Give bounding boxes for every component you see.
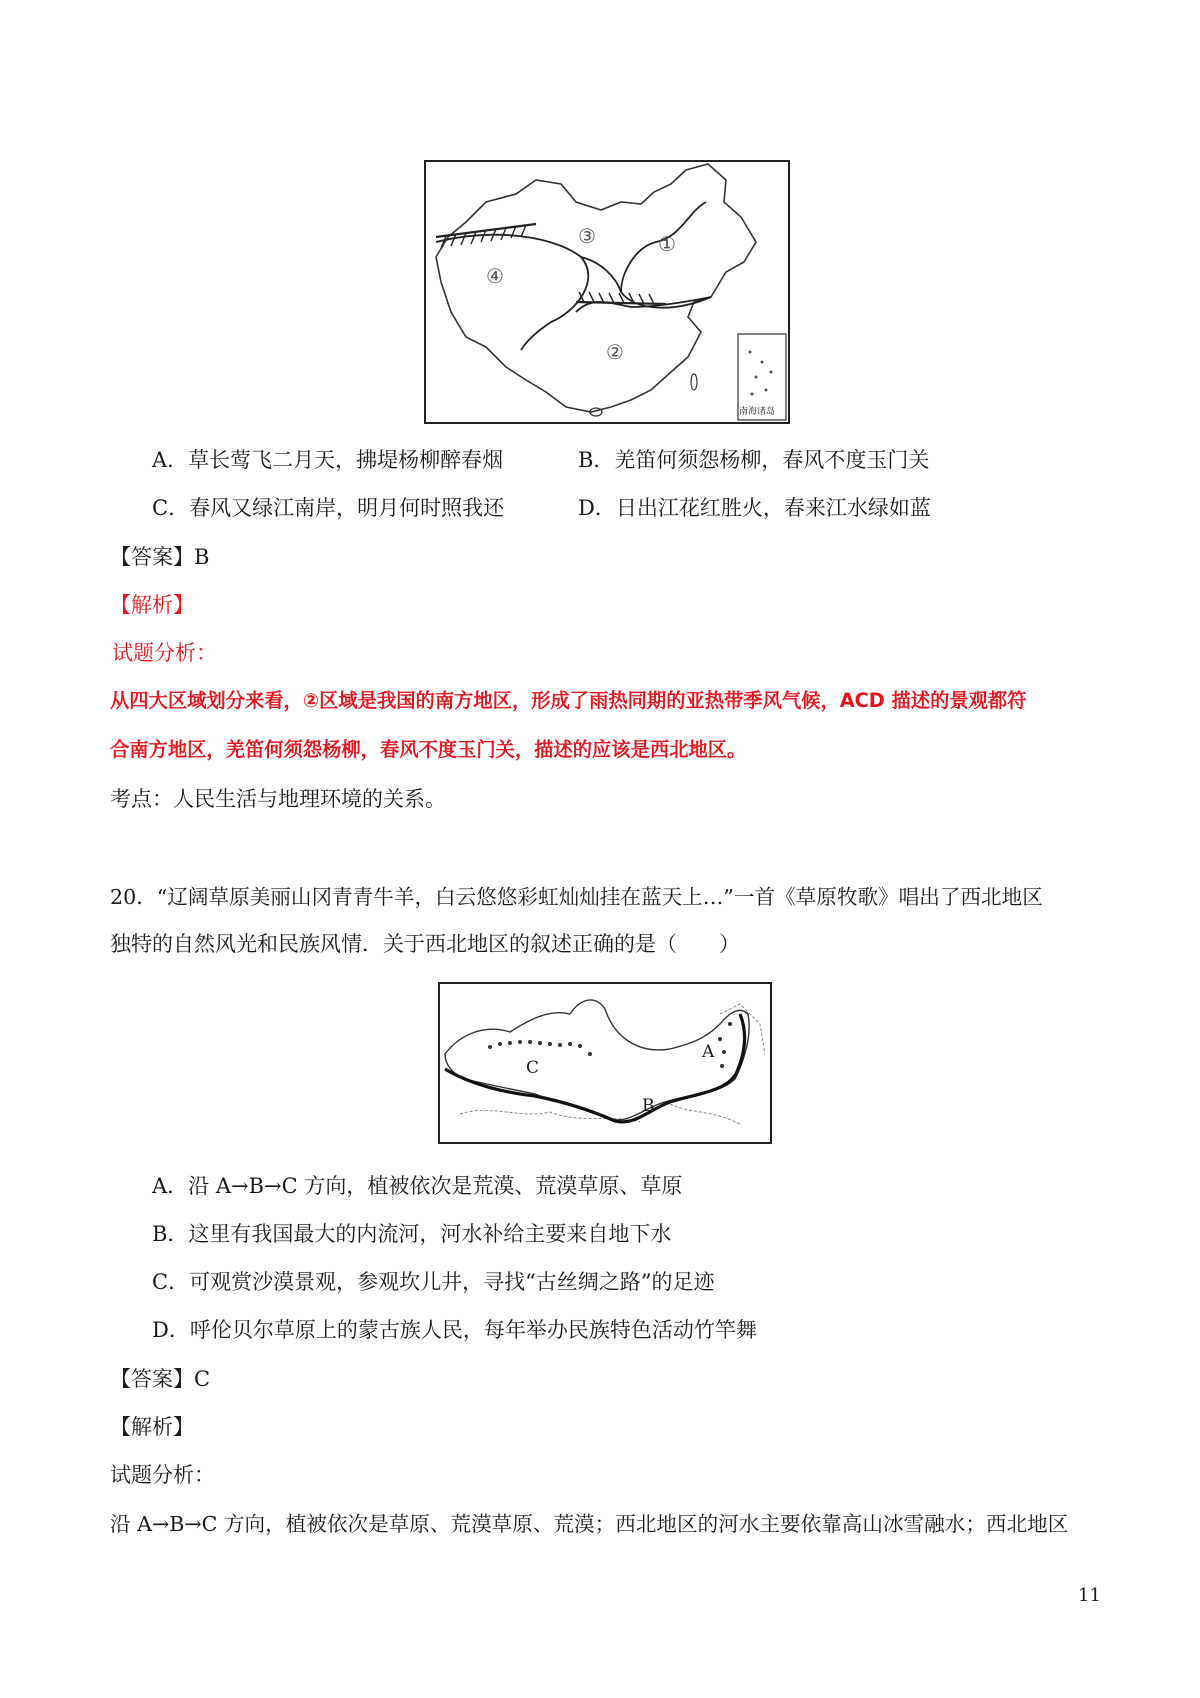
q19-analysis-line-1: 从四大区域划分来看，②区域是我国的南方地区，形成了雨热同期的亚热带季风气候，ACD 描述的景观都符 (110, 689, 1027, 712)
nw-map-label-a: A (702, 1042, 715, 1062)
map-region-label-1: ① (658, 232, 676, 256)
china-regions-map (424, 160, 790, 424)
q19-option-d: D．日出江花红胜火，春来江水绿如蓝 (578, 496, 931, 520)
q20-option-b: B．这里有我国最大的内流河，河水补给主要来自地下水 (152, 1222, 672, 1246)
nw-map-label-c: C (526, 1058, 540, 1078)
northwest-region-map-drawing (440, 984, 770, 1142)
q20-stem-line-1: 20．“辽阔草原美丽山冈青青牛羊，白云悠悠彩虹灿灿挂在蓝天上…”一首《草原牧歌》唱出了西北地区 (110, 885, 1043, 909)
map-region-label-3: ③ (578, 224, 596, 248)
map-inset-label: 南海诸岛 (739, 407, 776, 417)
northwest-region-map (438, 982, 772, 1144)
q19-answer: 【答案】B (110, 545, 210, 569)
q20-analysis-heading: 【解析】 (110, 1415, 194, 1439)
q19-analysis-line-2: 合南方地区，羌笛何须怨杨柳，春风不度玉门关，描述的应该是西北地区。 (110, 738, 747, 761)
q19-option-a: A．草长莺飞二月天，拂堤杨柳醉春烟 (152, 448, 504, 472)
q19-kaodian: 考点：人民生活与地理环境的关系。 (110, 787, 446, 811)
china-regions-map-drawing (426, 162, 788, 422)
nw-map-label-b: B (642, 1096, 655, 1116)
q20-answer: 【答案】C (110, 1367, 211, 1391)
q20-analysis-line-1: 沿 A→B→C 方向，植被依次是草原、荒漠草原、荒漠；西北地区的河水主要依靠高山冰雪融水；西北地区 (110, 1512, 1069, 1536)
q19-option-b: B．羌笛何须怨杨柳，春风不度玉门关 (578, 448, 930, 472)
map-region-label-4: ④ (486, 264, 504, 288)
page-number: 11 (1078, 1585, 1101, 1606)
q19-analysis-heading: 【解析】 (110, 593, 194, 617)
q20-analysis-subheading: 试题分析： (110, 1463, 215, 1487)
q19-analysis-subheading: 试题分析： (112, 641, 217, 665)
q20-stem-line-2: 独特的自然风光和民族风情．关于西北地区的叙述正确的是（ ） (110, 932, 740, 956)
q20-option-d: D．呼伦贝尔草原上的蒙古族人民，每年举办民族特色活动竹竿舞 (152, 1318, 757, 1342)
q20-option-a: A．沿 A→B→C 方向，植被依次是荒漠、荒漠草原、草原 (152, 1174, 683, 1198)
q19-option-c: C．春风又绿江南岸，明月何时照我还 (152, 496, 505, 520)
q20-option-c: C．可观赏沙漠景观，参观坎儿井，寻找“古丝绸之路”的足迹 (152, 1270, 715, 1294)
map-region-label-2: ② (606, 340, 624, 364)
